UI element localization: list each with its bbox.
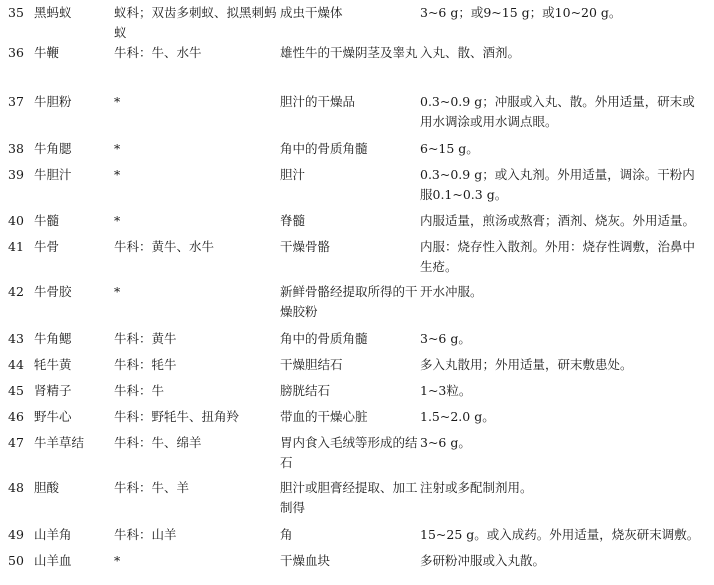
table-row [0,407,714,433]
medicinal-part: 胆汁或胆膏经提取、加工制得 [280,480,418,515]
material-name: 黑蚂蚁 [34,5,72,20]
material-name: 牛髓 [34,213,60,228]
biological-source: 牛科：黄牛、水牛 [114,239,215,254]
material-name: 牛骨胶 [34,284,72,299]
biological-source: * [114,94,121,109]
material-name: 牛胆粉 [34,94,72,109]
table-row [0,237,714,282]
medicinal-part: 角中的骨质角髓 [280,331,368,346]
usage-dosage: 入丸、散、酒剂。 [420,45,521,60]
biological-source: * [114,553,121,568]
table-row [0,355,714,381]
medicinal-part: 角中的骨质角髓 [280,141,368,156]
table-row [0,43,714,92]
row-number: 48 [8,480,24,495]
row-number: 45 [8,383,24,398]
usage-dosage: 15~25 g。或入成药。外用适量，烧灰研末调敷。 [420,527,700,542]
medicinal-part: 脊髓 [280,213,306,228]
biological-source: * [114,167,121,182]
biological-source: 蚁科；双齿多刺蚁、拟黑刺蚂蚁 [114,5,277,40]
usage-dosage: 0.3~0.9 g；或入丸剂。外用适量，调涂。干粉内服0.1~0.3 g。 [420,167,695,202]
row-number: 42 [8,284,24,299]
medicinal-part: 胆汁 [280,167,306,182]
material-name: 山羊血 [34,553,72,568]
material-name: 牛胆汁 [34,167,72,182]
material-name: 牛羊草结 [34,435,85,450]
row-number: 37 [8,94,24,109]
material-name: 山羊角 [34,527,72,542]
medicinal-part: 胆汁的干燥品 [280,94,356,109]
biological-source: 牛科：牛、绵羊 [114,435,202,450]
usage-dosage: 6~15 g。 [420,141,479,156]
usage-dosage: 3~6 g。 [420,435,471,450]
usage-dosage: 3~6 g。 [420,331,471,346]
row-number: 50 [8,553,24,568]
biological-source: 牛科：山羊 [114,527,177,542]
usage-dosage: 内服：烧存性入散剂。外用：烧存性调敷，治鼻中生疮。 [420,239,696,274]
material-name: 牛鞭 [34,45,60,60]
row-number: 35 [8,5,24,20]
table-row [0,551,714,575]
medicinal-part: 干燥骨骼 [280,239,331,254]
table-row [0,211,714,237]
usage-dosage: 多入丸散用；外用适量，研末敷患处。 [420,357,633,372]
material-name: 肾精子 [34,383,72,398]
usage-dosage: 注射或多配制剂用。 [420,480,533,495]
biological-source: 牛科：牛 [114,383,165,398]
usage-dosage: 0.3~0.9 g；冲服或入丸、散。外用适量，研末或用水调涂或用水调点眼。 [420,94,695,129]
medicinal-part: 带血的干燥心脏 [280,409,368,424]
table-row [0,282,714,329]
medicinal-part: 膀胱结石 [280,383,331,398]
material-name: 牛角鳃 [34,331,72,346]
material-name: 牦牛黄 [34,357,72,372]
usage-dosage: 多研粉冲服或入丸散。 [420,553,546,568]
usage-dosage: 3~6 g；或9~15 g；或10~20 g。 [420,5,622,20]
row-number: 44 [8,357,24,372]
table-row [0,0,714,43]
biological-source: 牛科：黄牛 [114,331,177,346]
biological-source: * [114,141,121,156]
table-row [0,525,714,551]
table-row [0,381,714,407]
biological-source: * [114,284,121,299]
biological-source: 牛科：牛、水牛 [114,45,202,60]
usage-dosage: 1.5~2.0 g。 [420,409,495,424]
biological-source: 牛科：牛、羊 [114,480,190,495]
usage-dosage: 开水冲服。 [420,284,483,299]
material-name: 牛骨 [34,239,60,254]
table-row [0,139,714,165]
table-row [0,92,714,139]
material-name: 野牛心 [34,409,72,424]
medicinal-part: 成虫干燥体 [280,5,343,20]
row-number: 41 [8,239,24,254]
usage-dosage: 内服适量，煎汤或熬膏；酒剂、烧灰。外用适量。 [420,213,696,228]
biological-source: * [114,213,121,228]
medicinal-part: 角 [280,527,293,542]
medicinal-part: 干燥胆结石 [280,357,343,372]
medicinal-part: 干燥血块 [280,553,331,568]
medicinal-part: 雄性牛的干燥阴茎及睾丸 [280,45,418,60]
row-number: 43 [8,331,24,346]
row-number: 36 [8,45,24,60]
row-number: 46 [8,409,24,424]
material-name: 牛角腮 [34,141,72,156]
material-name: 胆酸 [34,480,60,495]
row-number: 40 [8,213,24,228]
medicinal-part: 新鲜骨骼经提取所得的干燥胶粉 [280,284,418,319]
biological-source: 牛科：牦牛 [114,357,177,372]
table-row [0,478,714,525]
row-number: 38 [8,141,24,156]
table-row [0,329,714,355]
usage-dosage: 1~3粒。 [420,383,472,398]
row-number: 49 [8,527,24,542]
row-number: 47 [8,435,24,450]
table-row [0,433,714,478]
medicinal-part: 胃内食入毛绒等形成的结石 [280,435,418,470]
row-number: 39 [8,167,24,182]
biological-source: 牛科：野牦牛、扭角羚 [114,409,240,424]
table-row [0,165,714,211]
